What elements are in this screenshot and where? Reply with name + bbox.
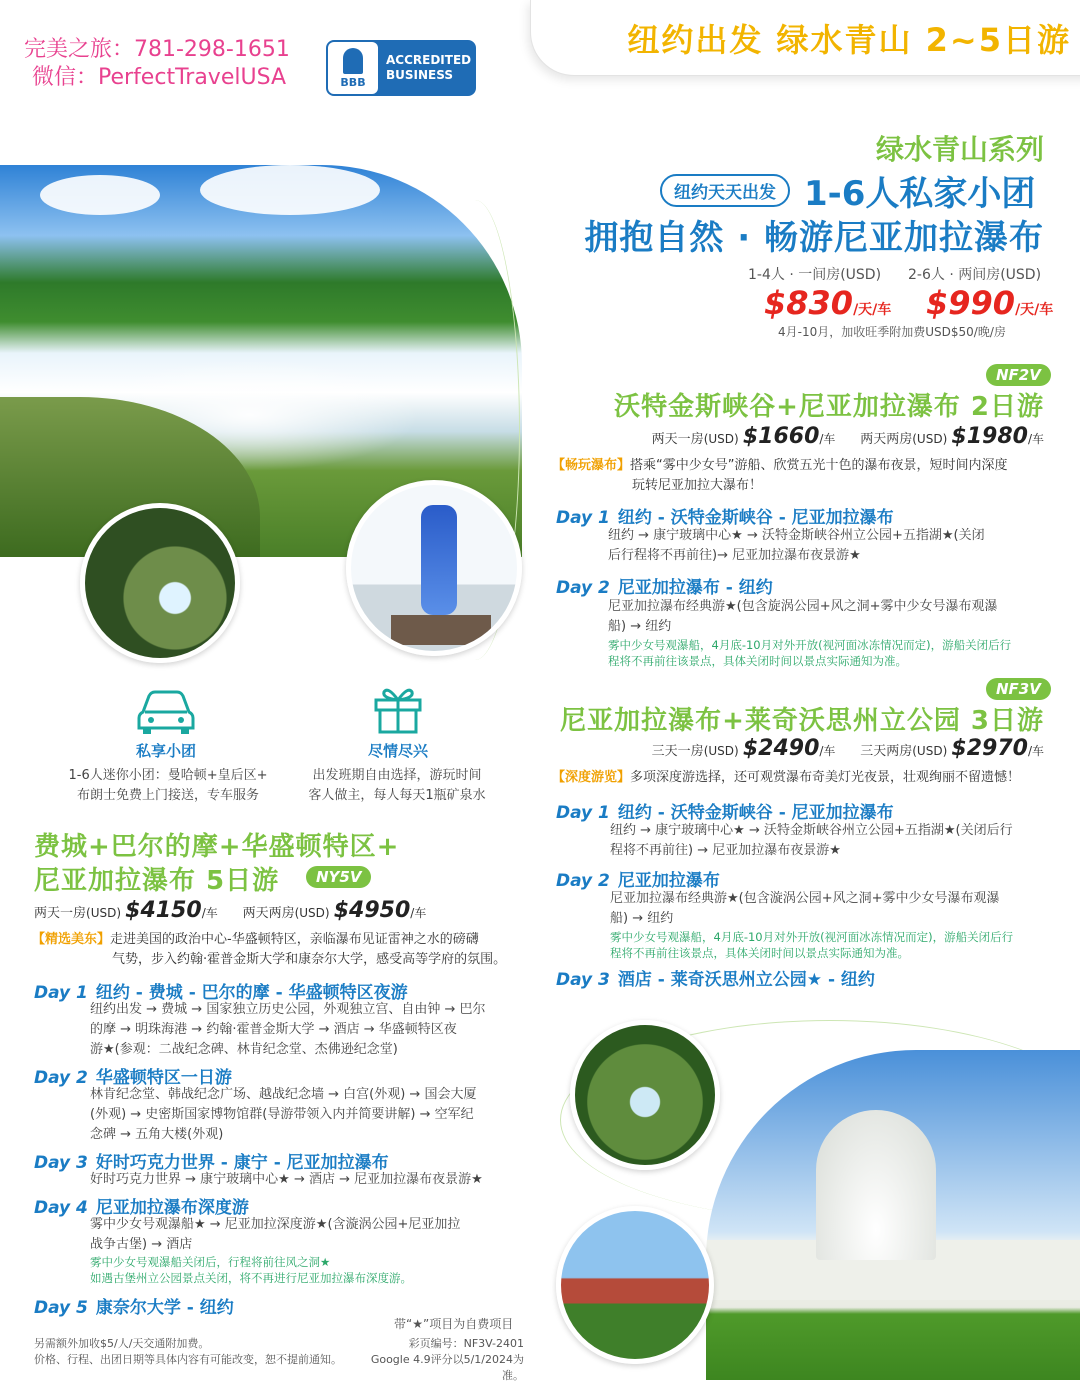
bbb-seal-icon: BBB [328, 42, 378, 94]
bbb-text-1: ACCREDITED [386, 53, 472, 67]
ny5v-day4-note: 雾中少女号观瀑船关闭后，行程将前往风之洞★ 如遇古堡州立公园景点关闭，将不再进行尼亚加拉瀑布深度游。 [90, 1255, 412, 1285]
footer-right-note: 彩页编号：NF3V-2401 Google 4.9评分以5/1/2024为准。 [370, 1337, 524, 1382]
ny5v-code-tag: NY5V [306, 866, 371, 888]
nf3v-day2-heading: Day 2 尼亚加拉瀑布 [556, 871, 720, 891]
feature-fun-title: 尽情尽兴 [367, 742, 428, 760]
private-group-title: 1-6人私家小团 [804, 174, 1036, 214]
ny5v-day1-heading: Day 1 纽约 - 费城 - 巴尔的摩 - 华盛顿特区夜游 [34, 983, 408, 1003]
nf3v-day2-note: 雾中少女号观瀑船，4月底-10月对外开放(视河面冰冻情况而定)，游船关闭后行 程将不再前往该景点，具体关闭时间以景点实际通知为准。 [610, 930, 1014, 960]
plan2-label: 2-6人 · 两间房(USD) [908, 267, 1042, 283]
daily-departure-pill: 纽约天天出发 [660, 174, 790, 207]
nf3v-day1-heading: Day 1 纽约 - 沃特金斯峡谷 - 尼亚加拉瀑布 [556, 803, 894, 823]
nf2v-code-tag: NF2V [986, 364, 1051, 386]
ny5v-day4-body: 雾中少女号观瀑船★ → 尼亚加拉深度游★(含漩涡公园+尼亚加拉 战争古堡) → 酒店 [90, 1217, 461, 1252]
plan1-label: 1-4人 · 一间房(USD) [748, 267, 882, 283]
bbb-badge [326, 40, 476, 96]
nf2v-day1-body: 纽约 → 康宁玻璃中心★ → 沃特金斯峡谷州立公园+五指湖★(关闭 后行程将不再前往)→ 尼亚加拉瀑布夜景游★ [608, 528, 985, 563]
nf3v-highlight: 【深度游览】多项深度游选择，还可观赏瀑布奇美灯光夜景，壮观绚丽不留遗憾！ [552, 770, 1021, 785]
contact-wechat: 微信：PerfectTravelUSA [32, 65, 286, 90]
season-note: 4月-10月，加收旺季附加费USD$50/晚/房 [778, 325, 1006, 339]
ny5v-day2-heading: Day 2 华盛顿特区一日游 [34, 1068, 232, 1088]
main-title: 拥抱自然 · 畅游尼亚加拉瀑布 [584, 218, 1044, 258]
ny5v-title-line1: 费城+巴尔的摩+华盛顿特区+ [34, 832, 400, 862]
nf2v-day2-heading: Day 2 尼亚加拉瀑布 - 纽约 [556, 578, 773, 598]
hershey-park-photo [556, 1206, 714, 1364]
series-title: 绿水青山系列 [875, 133, 1044, 166]
bbb-text-2: BUSINESS [386, 68, 453, 82]
gift-icon [366, 680, 430, 736]
nf3v-day2-body: 尼亚加拉瀑布经典游★(包含漩涡公园+风之洞+雾中少女号瀑布观瀑 船) → 纽约 [610, 891, 1000, 926]
nf3v-title: 尼亚加拉瀑布+莱奇沃思州立公园 3日游 [560, 706, 1044, 736]
contact-info [24, 36, 290, 92]
nf2v-highlight: 【畅玩瀑布】搭乘“雾中少女号”游船、欣赏五光十色的瀑布夜景，短时间内深度 玩转尼亚加拉大瀑布！ [552, 458, 1008, 493]
nf2v-day1-heading: Day 1 纽约 - 沃特金斯峡谷 - 尼亚加拉瀑布 [556, 508, 894, 528]
nf2v-day2-body: 尼亚加拉瀑布经典游★(包含旋涡公园+风之洞+雾中少女号瀑布观瀑 船) → 纽约 [608, 599, 998, 634]
glass-statue-photo [346, 480, 522, 656]
nf3v-day3-heading: Day 3 酒店 - 莱奇沃思州立公园★ - 纽约 [556, 970, 875, 990]
footer-left-note: 另需额外加收$5/人/天交通附加费。 价格、行程、出团日期等具体内容有可能改变，恕不提前通知。 [34, 1337, 342, 1366]
ny5v-prices: 两天一房(USD) $4150/车 两天两房(USD) $4950/车 [34, 898, 427, 923]
nf2v-title: 沃特金斯峡谷+尼亚加拉瀑布 2日游 [614, 392, 1044, 422]
ny5v-highlight: 【精选美东】走进美国的政治中心-华盛顿特区，亲临瀑布见证雷神之水的磅礴 气势，步入约翰·霍普金斯大学和康奈尔大学，感受高等学府的氛围。 [32, 932, 507, 967]
nf3v-code-tag: NF3V [986, 678, 1051, 700]
ny5v-title-line2: 尼亚加拉瀑布 5日游 [34, 866, 280, 896]
nf3v-day1-body: 纽约 → 康宁玻璃中心★ → 沃特金斯峡谷州立公园+五指湖★(关闭后行 程将不再前往) → 尼亚加拉瀑布夜景游★ [610, 823, 1013, 858]
plan1-price: $830/天/车 [764, 284, 892, 322]
top-banner [530, 0, 1080, 76]
nf3v-prices: 三天一房(USD) $2490/车 三天两房(USD) $2970/车 [651, 736, 1044, 761]
plan2-price: $990/天/车 [926, 284, 1054, 322]
contact-phone: 完美之旅：781-298-1651 [24, 37, 290, 62]
car-icon [134, 684, 198, 740]
feature-private-desc: 1-6人迷你小团：曼哈顿+皇后区+ 布朗士免费上门接送，专车服务 [68, 768, 268, 803]
self-pay-note: 带“★”项目为自费项目 [394, 1317, 514, 1331]
feature-private-title: 私享小团 [135, 742, 196, 760]
ny5v-day3-body: 好时巧克力世界 → 康宁玻璃中心★ → 酒店 → 尼亚加拉瀑布夜景游★ [90, 1172, 483, 1187]
ny5v-day1-body: 纽约出发 → 费城 → 国家独立历史公园，外观独立宫、自由钟 → 巴尔 的摩 → 明珠海港 → 约翰·霍普金斯大学 → 酒店 → 华盛顿特区夜 游★(参观：二战纪念碑、林肯纪念堂、杰佛逊纪念堂) [90, 1002, 486, 1057]
ny5v-day3-heading: Day 3 好时巧克力世界 - 康宁 - 尼亚加拉瀑布 [34, 1153, 389, 1173]
feature-fun-desc: 出发班期自由选择，游玩时间 客人做主，每人每天1瓶矿泉水 [308, 768, 486, 803]
ny5v-day2-body: 林肯纪念堂、韩战纪念广场、越战纪念墙 → 白宫(外观) → 国会大厦 (外观) → 史密斯国家博物馆群(导游带领入内并简要讲解) → 空军纪 念碑 → 五角大楼(外观) [90, 1087, 477, 1142]
watkins-glen-photo [80, 503, 240, 663]
nf2v-day2-note: 雾中少女号观瀑船，4月底-10月对外开放(视河面冰冻情况而定)，游船关闭后行 程将不再前往该景点，具体关闭时间以景点实际通知为准。 [608, 638, 1012, 668]
ny5v-day5-heading: Day 5 康奈尔大学 - 纽约 [34, 1298, 234, 1318]
letchworth-gorge-photo [570, 1020, 720, 1170]
nf2v-prices: 两天一房(USD) $1660/车 两天两房(USD) $1980/车 [651, 424, 1044, 449]
ny5v-day4-heading: Day 4 尼亚加拉瀑布深度游 [34, 1198, 249, 1218]
banner-title: 纽约出发 绿水青山 2~5日游 [627, 20, 1071, 59]
